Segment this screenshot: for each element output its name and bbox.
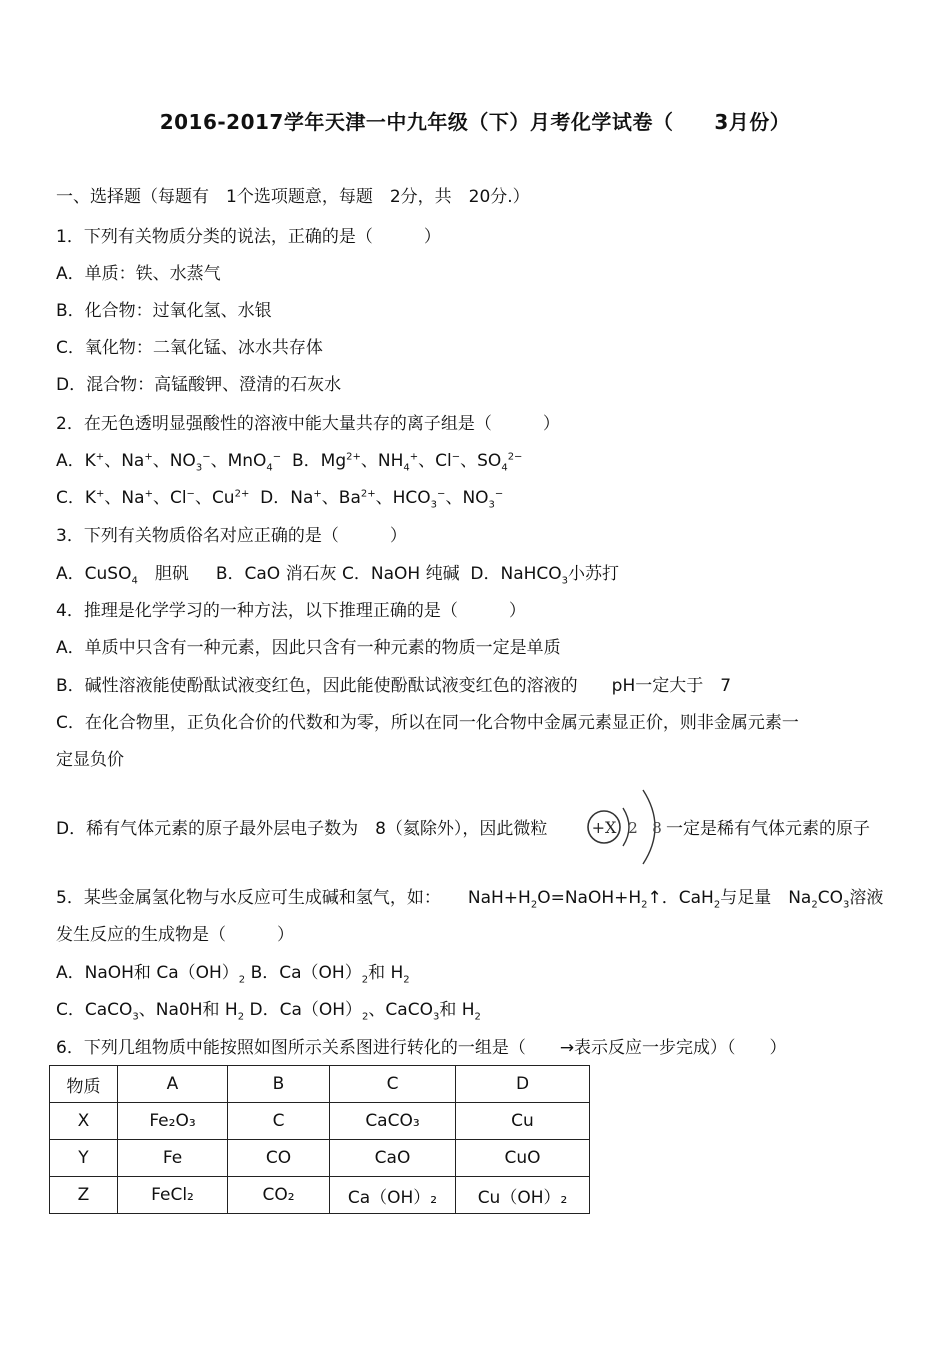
ion-charge: − <box>186 488 195 500</box>
table-header-cell: A <box>118 1066 228 1103</box>
table-cell: FeCl₂ <box>118 1177 228 1214</box>
subscript: 2 <box>237 1011 245 1023</box>
ion: Na <box>121 488 145 508</box>
table-header-cell: D <box>456 1066 590 1103</box>
q1-option-d: D．混合物：高锰酸钾、澄清的石灰水 <box>56 375 342 395</box>
shell-1-electrons: 2 <box>628 819 638 837</box>
ion-charge: 2+ <box>346 451 361 463</box>
ion: NO <box>462 488 489 508</box>
ion-charge: − <box>437 488 446 500</box>
ion-charge: + <box>144 488 153 500</box>
ion-charge: − <box>202 451 211 463</box>
q4-option-c-line1: C．在化合物里，正负化合价的代数和为零，所以在同一化合物中金属元素显正价，则非金属元素一 <box>56 713 799 733</box>
q5-option-a: A．NaOH和 Ca（OH） <box>56 963 239 983</box>
q2-b-label: B． <box>292 451 321 471</box>
q3-option-b: B．CaO 消石灰 <box>215 564 337 584</box>
subscript: 2 <box>362 1011 369 1023</box>
table-header-row <box>50 1066 590 1103</box>
shell-2-electrons: 8 <box>652 819 662 837</box>
table-cell: CO <box>228 1140 330 1177</box>
ion-subscript: 4 <box>403 462 410 474</box>
q5-options-cd <box>56 999 481 1021</box>
subscript: 3 <box>432 1011 440 1023</box>
q5-option-d-rest: 和 H <box>439 1000 475 1020</box>
subscript: 3 <box>843 899 850 911</box>
q3-options <box>56 563 619 585</box>
subscript: 2 <box>641 899 648 911</box>
ion: NO <box>169 451 196 471</box>
ion: Cl <box>435 451 452 471</box>
ion: Mg <box>320 451 347 471</box>
table-cell: Z <box>50 1177 118 1214</box>
equation-part: NaH+H <box>467 888 531 908</box>
subscript: 2 <box>361 974 369 986</box>
ion: MnO <box>227 451 267 471</box>
q5-option-c-rest: 、Na0H和 H <box>138 1000 238 1020</box>
q3-option-d: D．NaHCO <box>470 564 562 584</box>
page-title: 2016-2017学年天津一中九年级（下）月考化学试卷（ 3月份） <box>159 110 791 134</box>
ion: Ba <box>338 488 361 508</box>
ion-charge: 2− <box>507 451 523 463</box>
table-header-cell: 物质 <box>50 1066 118 1103</box>
q4-option-d-part2: 一定是稀有气体元素的原子 <box>666 819 870 839</box>
subscript: 2 <box>713 899 721 911</box>
ion-charge: + <box>95 451 105 463</box>
subscript: 2 <box>811 899 818 911</box>
subscript: 4 <box>131 575 138 587</box>
ion-charge: + <box>313 488 322 500</box>
q5-option-c: C．CaCO <box>56 1000 133 1020</box>
q2-options-ab: A．K+、Na+、$NO_3^-$、MnO$_4$− B．$Mg^{2+}$、$NH_4^+$、Cl−、$SO_4^{2-}$ <box>56 451 523 474</box>
ion: Na <box>290 488 314 508</box>
q2-a-label: A． <box>56 451 85 471</box>
ion-charge: 2+ <box>234 488 250 500</box>
table-cell: CO₂ <box>228 1177 330 1214</box>
q1-stem: 1．下列有关物质分类的说法，正确的是（ ） <box>56 227 441 247</box>
q4-stem: 4．推理是化学学习的一种方法，以下推理正确的是（ ） <box>56 601 526 621</box>
table-header-cell: C <box>330 1066 456 1103</box>
ion-subscript: 4 <box>501 462 508 474</box>
table-cell: Fe₂O₃ <box>118 1103 228 1140</box>
ion: K <box>84 488 97 508</box>
q3-option-d-name: 小苏打 <box>568 564 620 584</box>
q5-option-d: D．Ca（OH） <box>249 1000 363 1020</box>
q6-table <box>49 1065 590 1214</box>
table-cell: Y <box>50 1140 118 1177</box>
subscript: 2 <box>238 974 246 986</box>
atom-structure-diagram <box>583 786 667 868</box>
equation-part: O=NaOH+H <box>537 888 642 908</box>
subscript: 3 <box>132 1011 139 1023</box>
q2-d-label: D． <box>260 488 291 508</box>
ion: Na <box>121 451 145 471</box>
subscript: 2 <box>403 974 410 986</box>
ion-subscript: 3 <box>488 499 495 511</box>
table-cell: CaCO₃ <box>330 1103 456 1140</box>
table-cell: Cu <box>456 1103 590 1140</box>
table-cell: C <box>228 1103 330 1140</box>
subscript: 3 <box>561 575 569 587</box>
ion-charge: − <box>494 488 504 500</box>
equation-part: 溶液 <box>849 888 884 908</box>
q4-option-b: B．碱性溶液能使酚酞试液变红色，因此能使酚酞试液变红色的溶液的 pH一定大于 7 <box>56 676 732 696</box>
ion-charge: + <box>96 488 105 500</box>
ion-charge: − <box>451 451 461 463</box>
ion: K <box>84 451 96 471</box>
ion: Cl <box>169 488 187 508</box>
equation-part: 与足量 Na <box>720 888 812 908</box>
equation-part: ↑．CaH <box>647 888 714 908</box>
q5-option-d-rest: 、CaCO <box>368 1000 433 1020</box>
q3-option-a: A．CuSO <box>56 564 132 584</box>
q4-option-c-line2: 定显负价 <box>56 750 124 770</box>
ion-subscript: 4 <box>266 462 273 474</box>
ion-subscript: 3 <box>195 462 203 474</box>
table-cell: X <box>50 1103 118 1140</box>
q1-option-c: C．氧化物：二氧化锰、冰水共存体 <box>56 338 323 358</box>
table-row <box>50 1177 590 1214</box>
ion-charge: − <box>272 451 282 463</box>
ion-charge: + <box>409 451 419 463</box>
equation-part: CO <box>817 888 843 908</box>
q4-option-d-part1: D．稀有气体元素的原子最外层电子数为 8（氦除外），因此微粒 <box>56 819 548 839</box>
q3-option-c: C．NaOH 纯碱 <box>342 564 460 584</box>
q2-stem: 2．在无色透明显强酸性的溶液中能大量共存的离子组是（ ） <box>56 414 560 434</box>
table-header-cell: B <box>228 1066 330 1103</box>
q2-c-label: C． <box>56 488 85 508</box>
table-cell: Fe <box>118 1140 228 1177</box>
ion-subscript: 3 <box>430 499 438 511</box>
q5-option-b: B．Ca（OH） <box>250 963 362 983</box>
subscript: 2 <box>530 899 538 911</box>
q1-option-b: B．化合物：过氧化氢、水银 <box>56 301 272 321</box>
table-cell: CaO <box>330 1140 456 1177</box>
ion: SO <box>477 451 502 471</box>
ion-charge: + <box>144 451 153 463</box>
ion: NH <box>377 451 404 471</box>
q5-option-b-rest: 和 H <box>368 963 404 983</box>
q5-options-ab <box>56 962 410 984</box>
section-heading: 一、选择题（每题有 1个选项题意，每题 2分，共 20分.） <box>56 187 530 207</box>
q5-stem-text: 5．某些金属氢化物与水反应可生成碱和氢气，如： <box>56 888 441 908</box>
q1-option-a: A．单质：铁、水蒸气 <box>56 264 221 284</box>
ion-charge: 2+ <box>360 488 376 500</box>
table-cell: CuO <box>456 1140 590 1177</box>
q5-stem-line2: 发生反应的生成物是（ ） <box>56 925 294 945</box>
q3-option-a-name: 胆矾 <box>137 564 189 584</box>
q2-options-cd: C．K+、Na+、Cl−、$Cu^{2+}$ D．Na+、$Ba^{2+}$、$HCO_3^-$、$NO_3^-$ <box>56 488 504 511</box>
table-row <box>50 1140 590 1177</box>
q5-stem-line1 <box>56 887 883 909</box>
table-row <box>50 1103 590 1140</box>
ion: HCO <box>392 488 431 508</box>
q6-stem: 6．下列几组物质中能按照如图所示关系图进行转化的一组是（ →表示反应一步完成）（ ） <box>56 1038 787 1058</box>
q3-stem: 3．下列有关物质俗名对应正确的是（ ） <box>56 526 407 546</box>
table-cell: Ca（OH）₂ <box>330 1177 456 1214</box>
q4-option-a: A．单质中只含有一种元素，因此只含有一种元素的物质一定是单质 <box>56 638 561 658</box>
nucleus-charge: +X <box>591 818 617 837</box>
subscript: 2 <box>474 1011 481 1023</box>
table-cell: Cu（OH）₂ <box>456 1177 590 1214</box>
ion: Cu <box>211 488 235 508</box>
